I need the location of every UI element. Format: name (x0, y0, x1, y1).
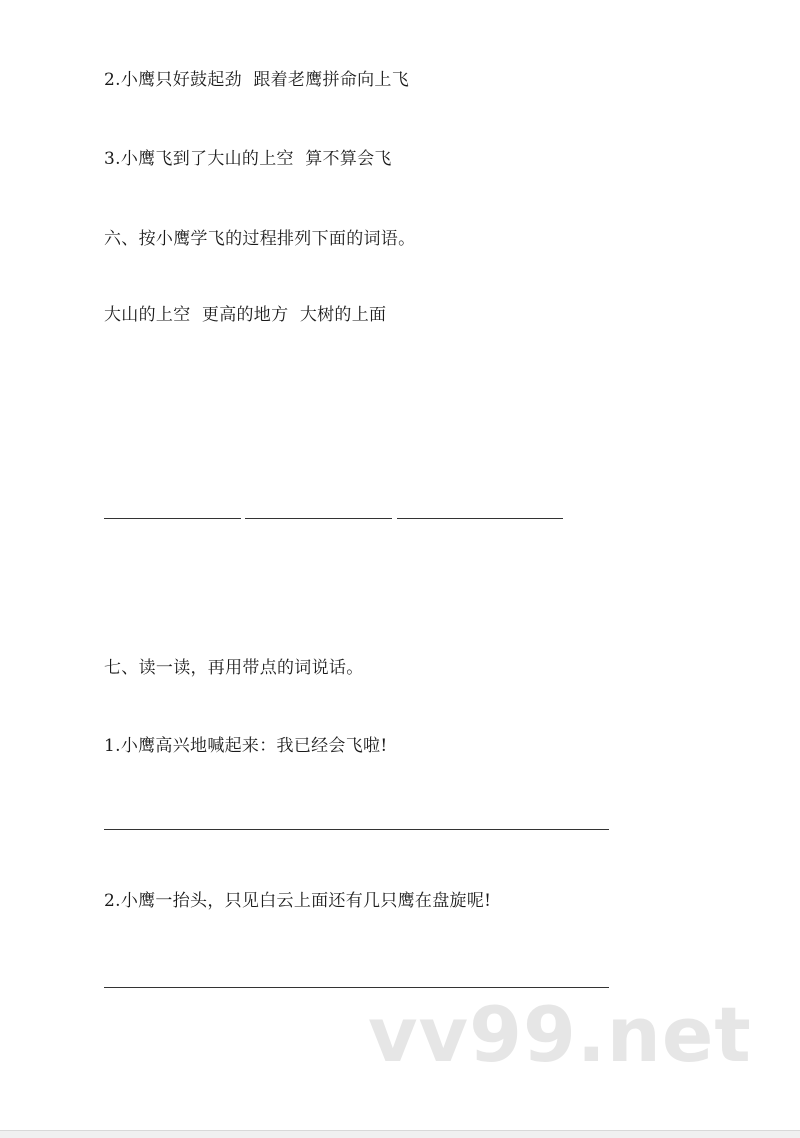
question-5-item-3: 3.小鹰飞到了大山的上空 算不算会飞 (104, 149, 392, 169)
answer-blank-3[interactable] (397, 518, 563, 519)
question-6-word-list: 大山的上空 更高的地方 大树的上面 (104, 305, 387, 325)
answer-blank-2[interactable] (245, 518, 392, 519)
question-7-item-1: 1.小鹰高兴地喊起来：我已经会飞啦! (104, 736, 388, 756)
answer-line-item-2[interactable] (104, 987, 609, 988)
watermark: vv99.net (368, 990, 752, 1079)
question-5-item-2: 2.小鹰只好鼓起劲 跟着老鹰拼命向上飞 (104, 70, 410, 90)
answer-line-item-1[interactable] (104, 829, 609, 830)
question-6-heading: 六、按小鹰学飞的过程排列下面的词语。 (104, 229, 416, 249)
question-7-heading: 七、读一读，再用带点的词说话。 (104, 658, 364, 678)
question-7-item-2: 2.小鹰一抬头，只见白云上面还有几只鹰在盘旋呢! (104, 891, 492, 911)
answer-blank-1[interactable] (104, 518, 241, 519)
